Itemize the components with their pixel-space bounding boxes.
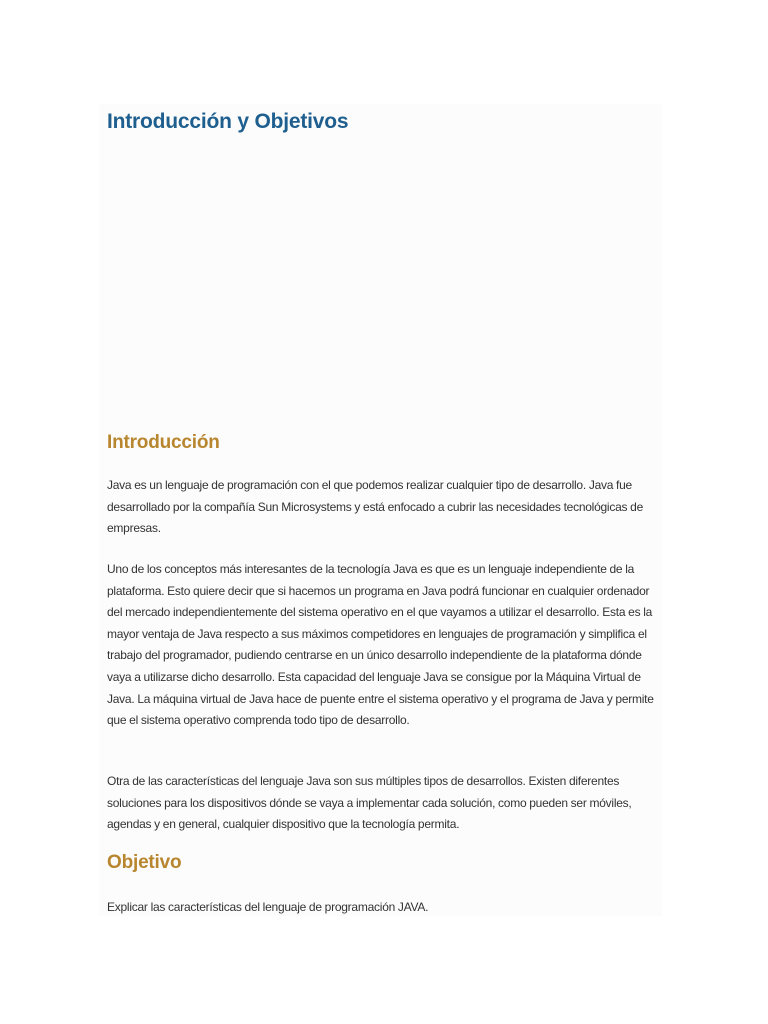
paragraph-intro-2: Uno de los conceptos más interesantes de la tecnología Java es que es un lenguaje independiente de la plataforma. Esto quiere decir que si hacemos un programa en Java podrá funcionar en cualquier ordenador del mercado independientemente del sistema operativo en el que vayamos a utilizar el desarrollo. Esta es la mayor ventaja de Java respecto a sus máximos competidores en lenguajes de programación y simplifica el trabajo del programador, pudiendo centrarse en un único desarrollo independiente de la plataforma dónde vaya a utilizarse dicho desarrollo. Esta capacidad del lenguaje Java se consigue por la Máquina Virtual de Java. La máquina virtual de Java hace de puente entre el sistema operativo y el programa de Java y permite que el sistema operativo comprenda todo tipo de desarrollo. bbox=[107, 562, 654, 728]
section-heading-objetivo: Objetivo bbox=[107, 852, 182, 873]
paragraph-objetivo: Explicar las características del lenguaje de programación JAVA. bbox=[107, 900, 429, 914]
section-heading-introduccion: Introducción bbox=[107, 432, 220, 453]
paragraph-intro-3: Otra de las características del lenguaje Java son sus múltiples tipos de desarrollos. Existen diferentes soluciones para los dispositivos dónde se vaya a implementar cada solución, como pueden ser móviles, agendas y en general, cualquier dispositivo que la tecnología permita. bbox=[107, 774, 632, 832]
page-title: Introducción y Objetivos bbox=[107, 110, 349, 133]
paragraph-intro-1: Java es un lenguaje de programación con el que podemos realizar cualquier tipo de desarrollo. Java fue desarrollado por la compañía Sun Microsystems y está enfocado a cubrir las necesidades tecnológicas de empresas. bbox=[107, 478, 644, 536]
